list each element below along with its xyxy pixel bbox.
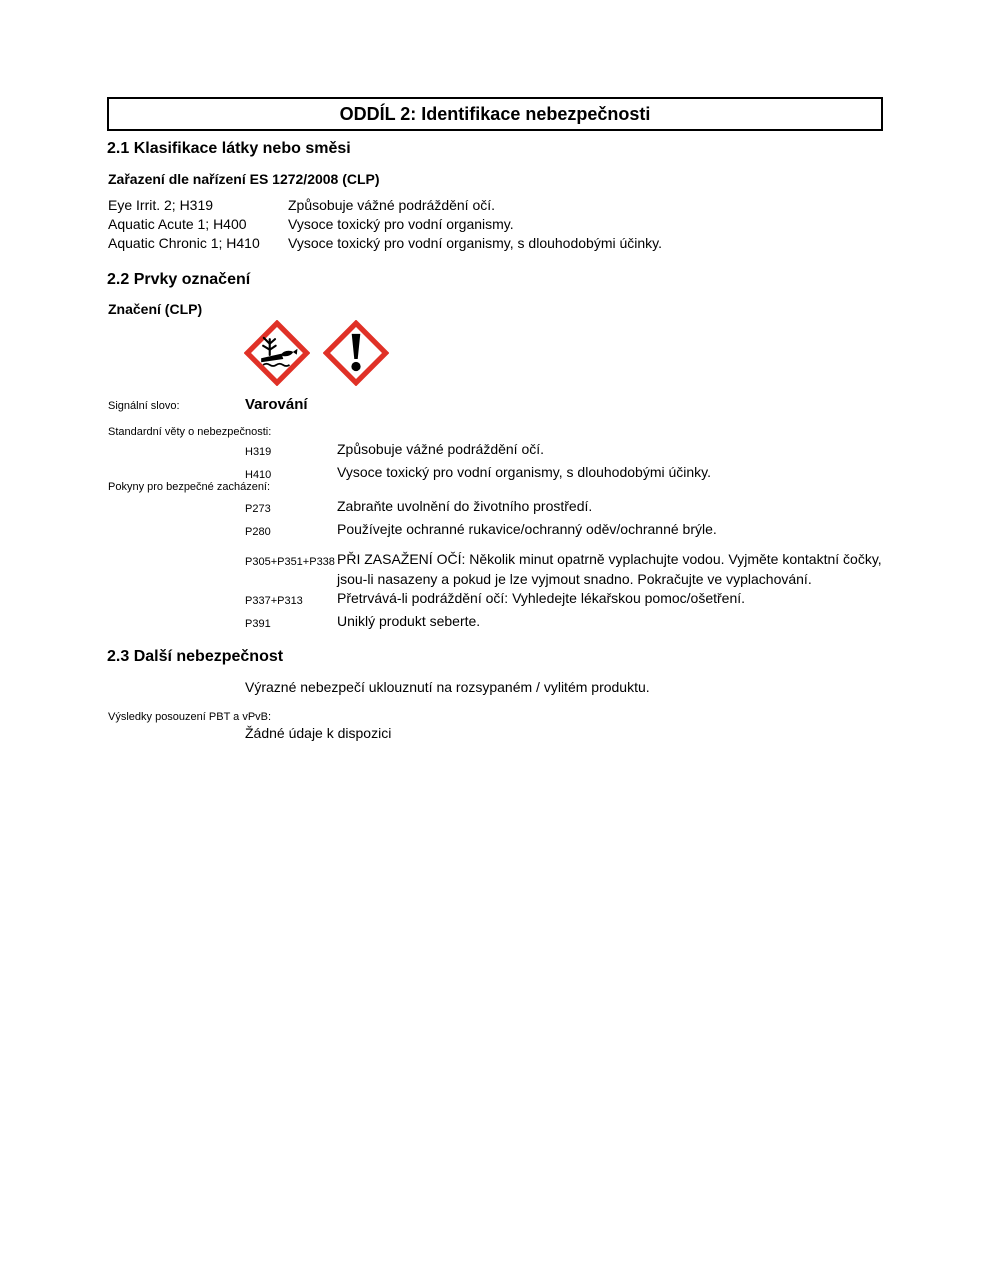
classification-code: Eye Irrit. 2; H319 [108,197,214,213]
clp-labelling-subheading: Značení (CLP) [108,301,203,317]
classification-row [108,196,878,215]
section-title: ODDÍL 2: Identifikace nebezpečnosti [339,103,651,124]
heading-2-1: 2.1 Klasifikace látky nebo směsi [107,140,351,157]
precautionary-statement-row [245,497,885,520]
classification-text: Vysoce toxický pro vodní organismy, s dlouhodobými účinky. [288,235,663,251]
precautionary-statement-row [245,550,885,589]
classification-text: Vysoce toxický pro vodní organismy. [288,216,514,232]
classification-code: Aquatic Chronic 1; H410 [108,235,260,251]
hazard-code: H319 [245,446,272,458]
hazard-statement-row [245,440,885,463]
hazard-text: Vysoce toxický pro vodní organismy, s dlouhodobými účinky. [337,463,712,480]
precautionary-statement-row [245,589,885,612]
signal-word-label: Signální slovo: [108,400,180,412]
precautionary-text: Používejte ochranné rukavice/ochranný oděv/ochranné brýle. [337,520,717,537]
hazard-statements-label: Standardní věty o nebezpečnosti: [108,426,272,438]
precautionary-label: Pokyny pro bezpečné zacházení: [108,481,271,493]
pbt-assessment-label: Výsledky posouzení PBT a vPvB: [108,711,272,723]
hazard-text: Způsobuje vážné podráždění očí. [337,441,545,457]
ghs09-environment-pictogram-icon [244,320,310,386]
heading-2-3: 2.3 Další nebezpečnost [107,648,284,665]
classification-code: Aquatic Acute 1; H400 [108,216,247,232]
precautionary-text: Zabraňte uvolnění do životního prostředí. [337,498,593,514]
precautionary-statement-row [245,520,885,543]
precautionary-statement-row [245,612,885,635]
hazard-statement-row [245,463,885,486]
classification-table [108,196,878,253]
heading-2-2: 2.2 Prvky označení [107,271,251,288]
clp-classification-subheading: Zařazení dle nařízení ES 1272/2008 (CLP) [108,171,380,187]
precautionary-statements-table [245,497,885,634]
precautionary-code: P337+P313 [245,595,303,607]
precautionary-text: Uniklý produkt seberte. [337,612,481,629]
precautionary-code: P280 [245,525,271,538]
ghs07-exclamation-pictogram-icon [323,320,389,386]
pbt-assessment-value: Žádné údaje k dispozici [245,725,392,741]
other-hazards-statement: Výrazné nebezpečí uklouznutí na rozsypaném / vylitém produktu. [245,679,650,695]
precautionary-text: Přetrvává-li podráždění očí: Vyhledejte lékařskou pomoc/ošetření. [337,590,746,606]
section-title-box [107,97,883,131]
precautionary-code: P305+P351+P338 [245,556,335,568]
hazard-statements-table [245,440,885,485]
ghs-pictograms [244,320,389,386]
signal-word: Varování [245,396,308,413]
hazard-code: H410 [245,468,272,481]
classification-text: Způsobuje vážné podráždění očí. [288,197,496,213]
classification-row [108,234,878,253]
classification-row [108,215,878,234]
precautionary-text: PŘI ZASAŽENÍ OČÍ: Několik minut opatrně vyplachujte vodou. Vyjměte kontaktní čočky, jsou-li nasazeny a pokud je lze vyjmout snadno. Pokračujte ve vyplachování. [337,551,882,587]
precautionary-code: P391 [245,617,271,630]
precautionary-code: P273 [245,503,271,515]
